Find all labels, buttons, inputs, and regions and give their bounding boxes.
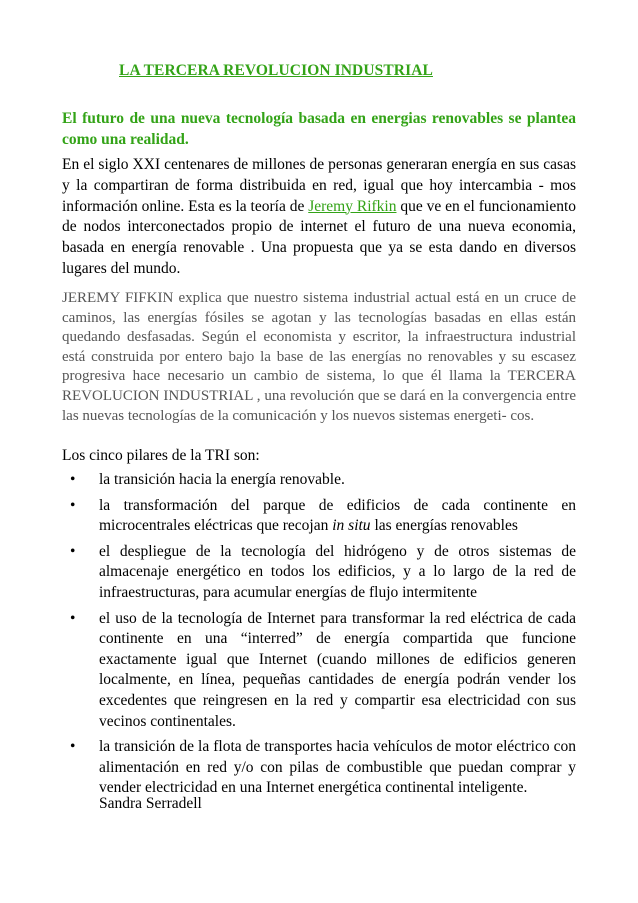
document-title: LA TERCERA REVOLUCION INDUSTRIAL (119, 62, 433, 79)
pillar-text: el despliegue de la tecnología del hidrógeno y de otros sistemas de almacenaje energético en todos los edificios, y a lo largo de la red de infraestructuras, para acumular energías de flujo intermitente (99, 542, 576, 601)
document-subtitle: El futuro de una nueva tecnología basada en energias renovables se plantea como una realidad. (62, 110, 576, 148)
pillar-text-after: las energías renovables (370, 517, 518, 535)
list-item (62, 542, 576, 604)
author-signature: Sandra Serradell (99, 795, 202, 812)
pillar-text: el uso de la tecnología de Internet para transformar la red eléctrica de cada continente en una “interred” de energía compartida que funcione exactamente igual que Internet (cuando millones de edificios generen localmente, en línea, pequeñas cantidades de energía podrán vender los excedentes que reingresen en la red y compartir esa electricidad con sus vecinos continentales. (99, 609, 576, 730)
intro-text-after-link: que ve en el funcionamiento de nodos interconectados propio de internet el futuro de una nueva economia, basada en energía renovable . Una propuesta que ya se esta dando en diversos lugares del mundo. (62, 197, 577, 277)
pillar-text: la transición hacia la energía renovable. (99, 471, 345, 488)
bullet-icon: • (70, 471, 76, 488)
pillars-intro: Los cinco pilares de la TRI son: (62, 447, 260, 464)
jeremy-rifkin-link[interactable]: Jeremy Rifkin (308, 197, 397, 215)
list-item (62, 609, 576, 733)
bullet-icon: • (70, 542, 76, 560)
pillar-text-before: la transformación del parque de edificios de cada continente en microcentrales eléctricas que recojan (99, 496, 576, 535)
list-item (62, 470, 576, 491)
rifkin-paragraph: JEREMY FIFKIN explica que nuestro sistema industrial actual está en un cruce de caminos, las energías fósiles se agotan y las tecnologías basadas en ellas están quedando desfasadas. Según el economista y escritor, la infraestructura industrial está construida por entero bajo la base de las energías no renovables y su escasez progresiva hace necesario un cambio de sistema, lo que él llama la TERCERA REVOLUCION INDUSTRIAL , una revolución que se dará en la convergencia entre las nuevas tecnologías de la comunicación y los nuevos sistemas energeti- cos. (62, 290, 576, 424)
intro-text-before-link: En el siglo XXI centenares de millones de personas generaran energía en sus casas y la compartiran de forma distribuida en red, igual que hoy intercambia - mos información online. Esta es la teoría de (62, 156, 576, 215)
bullet-icon: • (70, 738, 76, 756)
pillar-italic-term: in situ (332, 517, 371, 535)
intro-paragraph (62, 155, 576, 280)
list-item (62, 496, 576, 537)
bullet-icon: • (70, 496, 76, 514)
list-item (62, 737, 576, 799)
pillars-list (62, 470, 576, 804)
pillar-text: la transición de la flota de transportes hacia vehículos de motor eléctrico con alimentación en red y/o con pilas de combustible que puedan comprar y vender electricidad en una Internet energética continental inteligente. (99, 738, 576, 797)
bullet-icon: • (70, 609, 76, 627)
